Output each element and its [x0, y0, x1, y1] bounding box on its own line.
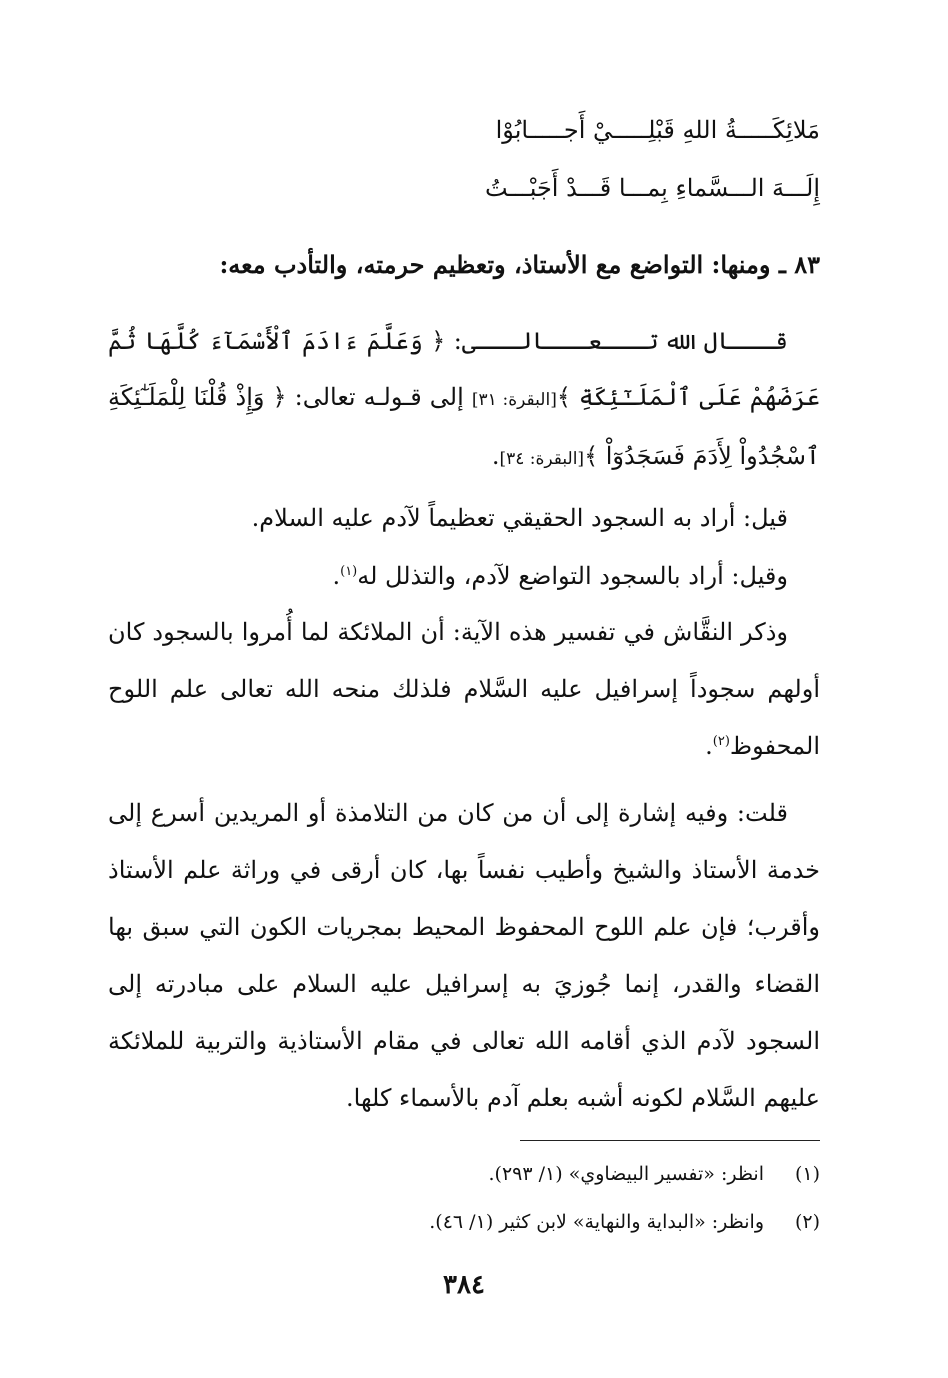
opinion-2-text: وقيل: أراد بالسجود التواضع لآدم، والتذلل له	[357, 562, 788, 590]
naqqash-paragraph	[108, 604, 820, 775]
footnote-divider	[520, 1140, 820, 1141]
footnote-2-text: وانظر: «البداية والنهاية» لابن كثير (١/ ٤٦).	[429, 1211, 764, 1233]
opinion-1-text: قيل: أراد به السجود الحقيقي تعظيماً لآدم عليه السلام.	[251, 504, 788, 532]
footnote-2-number: (٢)	[794, 1211, 820, 1233]
quran-verse-1: ﴿ وَعَلَّمَ ءَادَمَ ٱلْأَسْمَآءَ كُلَّهَا ثُمَّ عَرَضَهُمْ عَلَى ٱلْمَلَـٰٓئِكَةِ ﴾	[108, 327, 821, 411]
commentary-text: قلت: وفيه إشارة إلى أن من كان من التلامذة أو المريدين أسرع إلى خدمة الأستاذ والشيخ وأطيب نفساً بها، كان أرقى في وراثة علم الأستاذ وأقرب؛ فإن علم اللوح المحفوظ المحيط بمجريات الكون التي سبق بها القضاء والقدر، إنما جُوزيَ به إسرافيل عليه السلام على مبادرته إلى السجود لآدم الذي أقامه الله تعالى في مقام الأستاذية والتربية للملائكة عليهم السَّلام لكونه أشبه بعلم آدم بالأسماء كلها.	[108, 799, 820, 1112]
footnote-marker-2[interactable]: (٢)	[712, 734, 730, 749]
opinion-paragraph-1	[108, 490, 820, 547]
footnote-marker-1[interactable]: (١)	[340, 564, 358, 579]
poem-line-2: إِلَـــهَ الـــسَّماءِ بِمـــا قَـــدْ أَجَبْـــتُ	[485, 174, 820, 202]
quran-transition: إلى قـولـه تعالى:	[294, 383, 464, 411]
footnote-2	[429, 1208, 820, 1236]
quran-reference-2: [البقرة: ٣٤]	[499, 449, 585, 469]
section-heading: ٨٣ ـ ومنها: التواضع مع الأستاذ، وتعظيم حرمته، والتأدب معه:	[219, 250, 820, 279]
quran-reference-1: [البقرة: ٣١]	[471, 390, 557, 410]
book-page	[108, 0, 820, 1378]
page-number: ٣٨٤	[443, 1270, 485, 1300]
quran-end: .	[491, 442, 500, 470]
opinion-paragraph-2	[108, 548, 820, 605]
quran-paragraph	[108, 313, 820, 487]
poem-line-1: مَلائِكَـــــةُ اللهِ قَبْلِـــــيْ أَجـــــابُوْا	[495, 116, 820, 144]
naqqash-text: وذكر النقَّاش في تفسير هذه الآية: أن الملائكة لما أُمروا بالسجود كان أولهم سجوداً إسرافيل عليه السَّلام فلذلك منحه الله تعالى علم اللوح المحفوظ	[108, 618, 820, 760]
quran-verse-2: ﴿ وَإِذْ قُلْنَا لِلْمَلَـٰٓئِكَةِ ٱسْجُدُواْ لِأَدَمَ فَسَجَدُوٓاْ ﴾	[108, 383, 820, 470]
footnote-1-text: انظر: «تفسير البيضاوي» (١/ ٢٩٣).	[488, 1163, 764, 1185]
footnote-1-number: (١)	[794, 1163, 820, 1185]
commentary-paragraph	[108, 785, 820, 1127]
footnote-1	[489, 1160, 820, 1188]
opinion-2-end: .	[332, 562, 341, 590]
quran-intro: قـــال الله تـــعـــالـــى:	[453, 327, 788, 355]
naqqash-end: .	[705, 732, 713, 760]
